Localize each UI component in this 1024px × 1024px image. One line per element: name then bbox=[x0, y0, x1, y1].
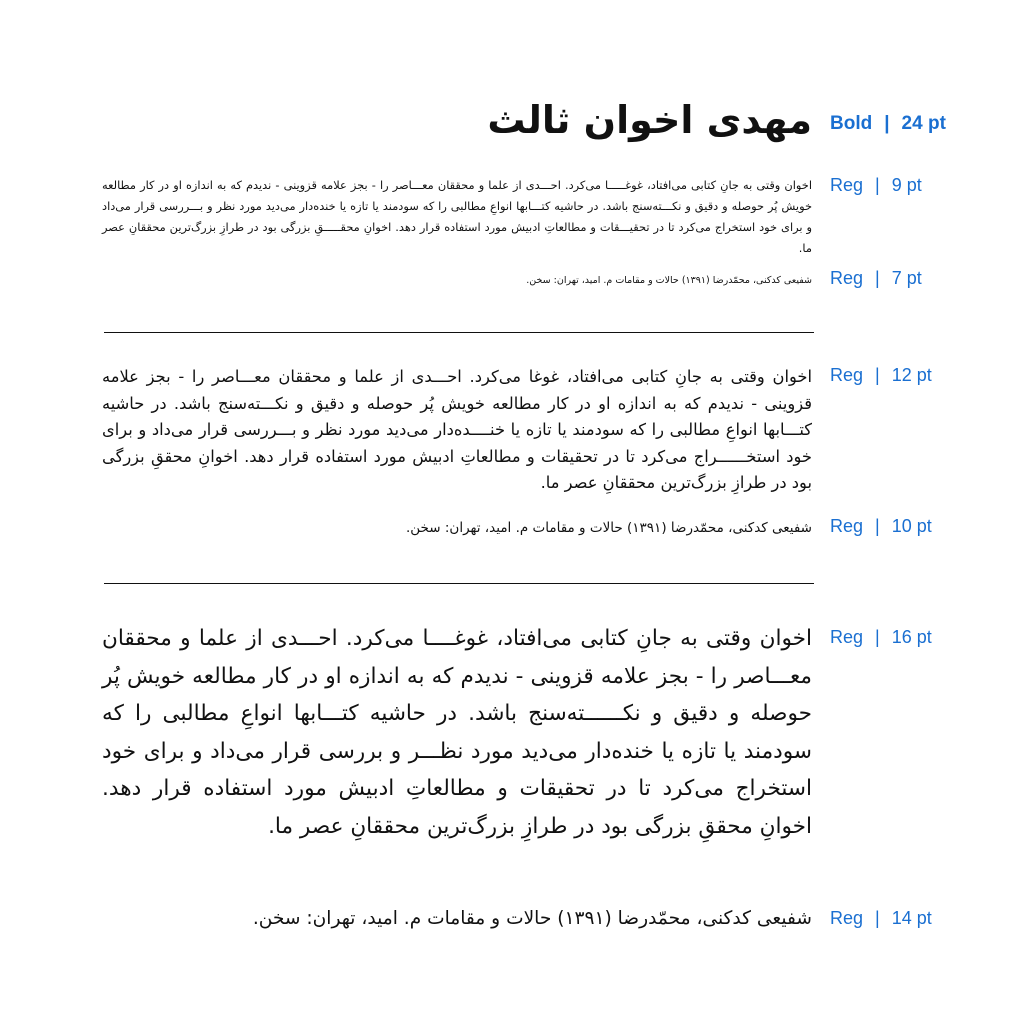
divider-rule bbox=[104, 332, 814, 333]
label-separator: | bbox=[875, 268, 880, 288]
weight-label: Reg bbox=[830, 365, 864, 385]
label-separator: | bbox=[884, 113, 890, 134]
weight-label: Reg bbox=[830, 175, 864, 195]
size-label: 14 pt bbox=[891, 908, 932, 928]
size-label: 12 pt bbox=[891, 365, 932, 385]
heading-size-label bbox=[830, 113, 946, 135]
weight-label: Reg bbox=[830, 516, 864, 536]
specimen-10pt-citation: شفیعی کدکنی، محمّدرضا (۱۳۹۱) حالات و مقامات م. امید، تهران: سخن. bbox=[405, 520, 812, 536]
weight-label: Reg bbox=[830, 268, 864, 288]
size-label: 24 pt bbox=[901, 113, 946, 134]
size-label: 9 pt bbox=[891, 175, 922, 195]
size-label: 10 pt bbox=[891, 516, 932, 536]
specimen-16pt-text: اخوان وقتی به جانِ کتابی می‌افتاد، غوغــــا می‌کرد. احـــدی از علما و محققان معـــاصر را - بجز علامه قزوینی - ندیدم که به اندازه او در کار مطالعه خویش پُر حوصله و دقیق و نکــــــته‌سنج باشد. در حاشیه کتـــابها انواعِ مطالبی را که سودمند یا تازه یا خنده‌دار می‌دید مورد نظـــر و بررسی قرار می‌داد و برای خود استخراج می‌کرد تا در تحقیقات و مطالعاتِ ادبیش مورد استفاده قرار دهد. اخوانِ محققِ بزرگی بود در طرازِ بزرگ‌ترین محققانِ عصر ما. bbox=[102, 626, 812, 839]
label-separator: | bbox=[875, 627, 880, 647]
label-separator: | bbox=[875, 365, 880, 385]
size-label: 16 pt bbox=[891, 627, 932, 647]
label-separator: | bbox=[875, 908, 880, 928]
weight-label: Bold bbox=[830, 113, 873, 134]
divider-rule bbox=[104, 583, 814, 584]
specimen-14pt-label bbox=[830, 908, 932, 929]
label-separator: | bbox=[875, 516, 880, 536]
specimen-16pt-label bbox=[830, 627, 932, 648]
weight-label: Reg bbox=[830, 627, 864, 647]
specimen-10pt-label bbox=[830, 516, 932, 537]
specimen-9pt-text: اخوان وقتی به جانِ کتابی می‌افتاد، غوغـــــا می‌کرد. احـــدی از علما و محققان معـــاصر را - بجز علامه قزوینی - ندیدم که به اندازه او در کار مطالعه خویش پُر حوصله و دقیق و نکـــته‌سنج باشد. در حاشیه کتـــابها انواعِ مطالبی را که سودمند یا تازه یا خنده‌دار می‌دید مورد نظر و بـــررسی قرار می‌داد و برای خود استخراج می‌کرد تا در تحقیـــقات و مطالعاتِ ادبیش مورد استفاده قرار دهد. اخوانِ محقـــــقِ بزرگی بود در طرازِ بزرگ‌ترین محققانِ عصر ما. bbox=[102, 178, 812, 255]
specimen-12pt-text: اخوان وقتی به جانِ کتابی می‌افتاد، غوغا می‌کرد. احـــدی از علما و محققان معـــاصر را - بجز علامه قزوینی - ندیدم که به اندازه او در کار مطالعه خویش پُر حوصله و دقیق و نکـــته‌سنج باشد. در حاشیه کتـــابها انواعِ مطالبی را که سودمند یا تازه یا خنــــده‌دار می‌دید مورد نظر و بـــررسی قرار می‌داد و برای خود استخــــــراج می‌کرد تا در تحقیقات و مطالعاتِ ادبیش مورد استفاده قرار دهد. اخوانِ محققِ بزرگی بود در طرازِ بزرگ‌ترین محققانِ عصر ما. bbox=[102, 367, 812, 493]
specimen-7pt-label bbox=[830, 268, 922, 289]
label-separator: | bbox=[875, 175, 880, 195]
specimen-12pt-label bbox=[830, 365, 932, 386]
heading-title: مهدی اخوان ثالث bbox=[487, 98, 812, 142]
weight-label: Reg bbox=[830, 908, 864, 928]
specimen-9pt-label bbox=[830, 175, 922, 196]
specimen-14pt-citation: شفیعی کدکنی، محمّدرضا (۱۳۹۱) حالات و مقامات م. امید، تهران: سخن. bbox=[252, 908, 812, 929]
size-label: 7 pt bbox=[891, 268, 922, 288]
specimen-7pt-citation: شفیعی کدکنی، محمّدرضا (۱۳۹۱) حالات و مقامات م. امید، تهران: سخن. bbox=[526, 275, 812, 286]
